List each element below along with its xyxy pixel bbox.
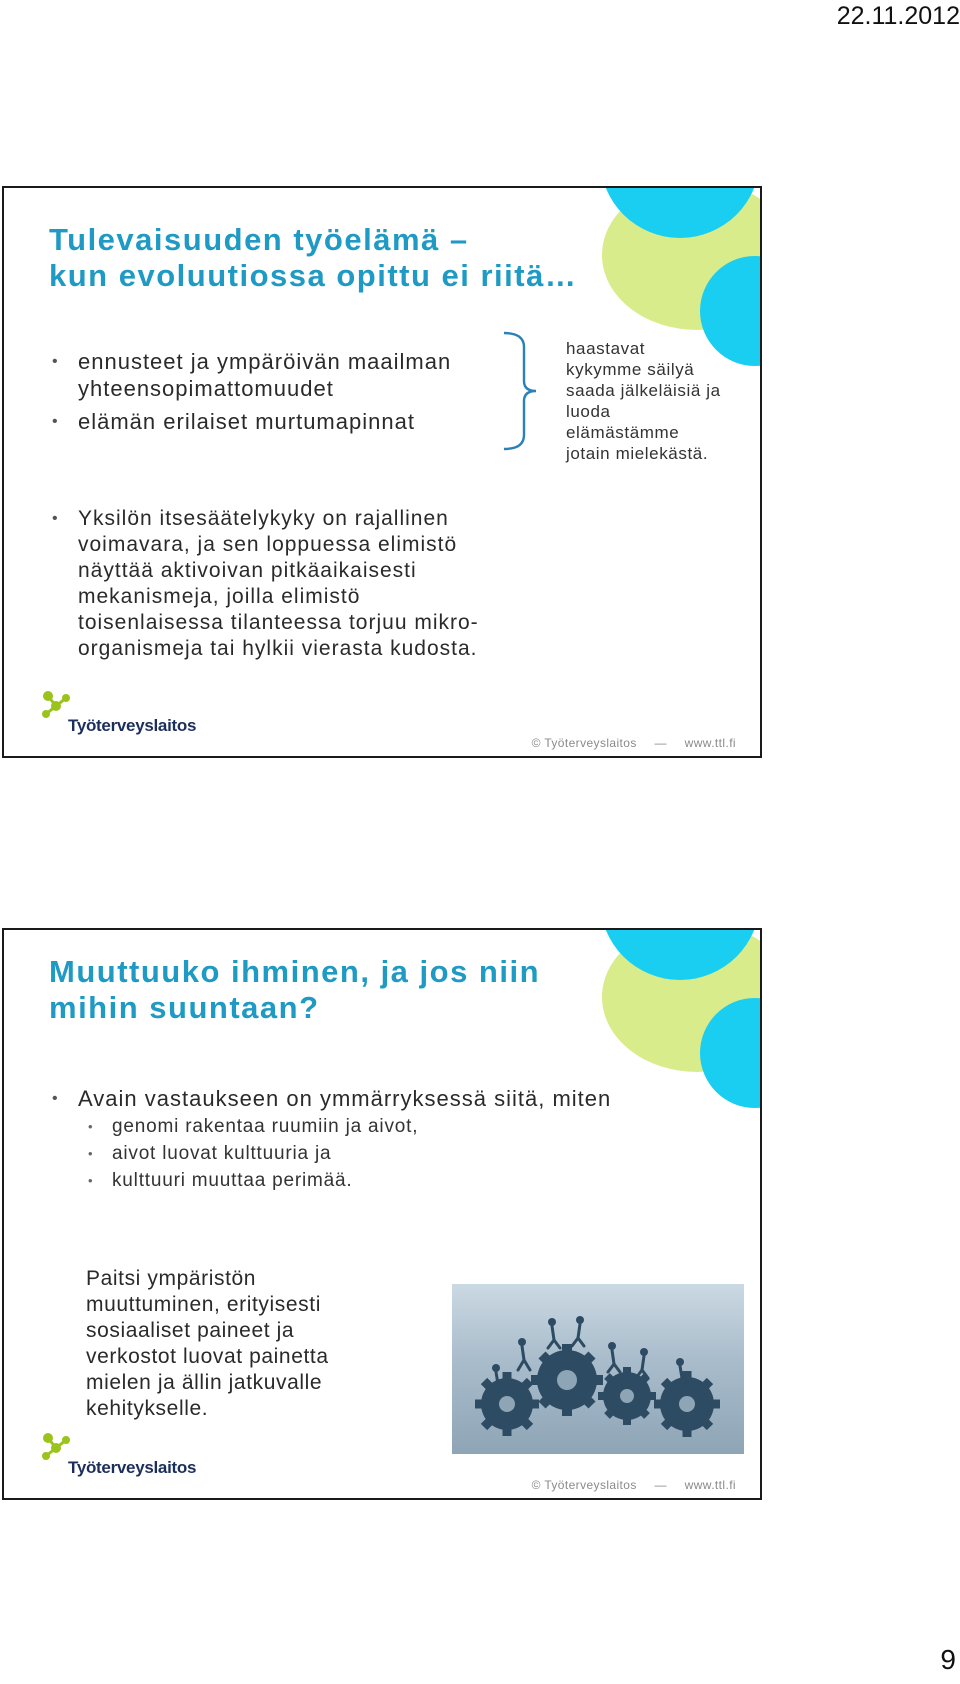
bullet-dot-icon: •	[52, 353, 59, 370]
paragraph-line: Paitsi ympäristön	[86, 1267, 257, 1290]
side-note-line: haastavat	[566, 339, 646, 358]
bullet-text: elämän erilaiset murtumapinnat	[78, 409, 415, 434]
paragraph-line: näyttää aktivoivan pitkäaikaisesti	[78, 559, 417, 582]
side-note-line: kykymme säilyä	[566, 360, 695, 379]
title-line-1: Muuttuuko ihminen, ja jos niin	[49, 954, 541, 989]
paragraph-line: kehitykselle.	[86, 1397, 209, 1420]
bullet-text: ennusteet ja ympäröivän maailman	[78, 349, 452, 374]
paragraph-line: Yksilön itsesäätelykyky on rajallinen	[78, 507, 449, 530]
title-line-2: mihin suuntaan?	[49, 990, 320, 1025]
bullet-dot-icon: •	[52, 1090, 59, 1107]
slide-footer	[532, 736, 736, 750]
side-note-line: elämästämme	[566, 423, 680, 442]
date-header: 22.11.2012	[836, 2, 960, 30]
paragraph-line: verkostot luovat painetta	[86, 1345, 329, 1368]
bullet-text: yhteensopimattomuudet	[78, 376, 334, 401]
paragraph-line: sosiaaliset paineet ja	[86, 1319, 295, 1342]
bullet-dot-icon: •	[88, 1119, 94, 1134]
bullet-dot-icon: •	[52, 510, 59, 527]
sub-bullet-item	[88, 1140, 332, 1167]
slide-title	[49, 954, 540, 1026]
slide-1	[2, 186, 762, 758]
slide-footer	[532, 1478, 736, 1492]
bullet-item	[52, 348, 452, 402]
bullet-text: Avain vastaukseen on ymmärryksessä siitä, miten	[78, 1086, 612, 1111]
curly-brace-icon	[502, 331, 552, 451]
logo-text: Työterveyslaitos	[68, 716, 197, 735]
paragraph-line: mielen ja ällin jatkuvalle	[86, 1371, 323, 1394]
sub-bullet-item	[88, 1167, 353, 1194]
paragraph-line: toisenlaisessa tilanteessa torjuu mikro-	[78, 611, 479, 634]
footer-separator: —	[654, 736, 667, 750]
footer-separator: —	[654, 1478, 667, 1492]
sub-bullet-item	[88, 1113, 419, 1140]
title-line-1: Tulevaisuuden työelämä –	[49, 222, 469, 257]
paragraph-line: voimavara, ja sen loppuessa elimistö	[78, 533, 458, 556]
bullet-dot-icon: •	[88, 1146, 94, 1161]
footer-org: © Työterveyslaitos	[531, 1478, 637, 1492]
sub-bullet-text: kulttuuri muuttaa perimää.	[112, 1170, 353, 1191]
paragraph-line: organismeja tai hylkii vierasta kudosta.	[78, 637, 478, 660]
paragraph-line: muuttuminen, erityisesti	[86, 1293, 321, 1316]
side-note-line: saada jälkeläisiä ja	[566, 381, 721, 400]
bullet-dot-icon: •	[52, 413, 59, 430]
footer-url-link[interactable]: www.ttl.fi	[684, 736, 736, 750]
sub-bullet-text: genomi rakentaa ruumiin ja aivot,	[112, 1116, 419, 1137]
title-line-2: kun evoluutiossa opittu ei riitä…	[49, 258, 578, 293]
page-number: 9	[940, 1644, 956, 1675]
paragraph-bullet	[52, 506, 479, 662]
slide-title	[49, 222, 577, 294]
gear-icon	[531, 1344, 603, 1416]
side-note-line: jotain mielekästä.	[566, 444, 709, 463]
bullet-dot-icon: •	[88, 1173, 94, 1188]
gears-illustration	[452, 1284, 744, 1454]
paragraph-line: mekanismeja, joilla elimistö	[78, 585, 361, 608]
gears-people-image	[452, 1284, 744, 1454]
gear-icon	[475, 1372, 539, 1436]
sub-bullet-text: aivot luovat kulttuuria ja	[112, 1143, 332, 1164]
paragraph	[86, 1266, 329, 1422]
bullet-item	[52, 1085, 612, 1112]
logo-text: Työterveyslaitos	[68, 1458, 197, 1477]
side-note	[566, 338, 721, 464]
bullet-item	[52, 408, 415, 435]
footer-org: © Työterveyslaitos	[531, 736, 637, 750]
footer-url-link[interactable]: www.ttl.fi	[684, 1478, 736, 1492]
slide-2	[2, 928, 762, 1500]
side-note-line: luoda	[566, 402, 611, 421]
